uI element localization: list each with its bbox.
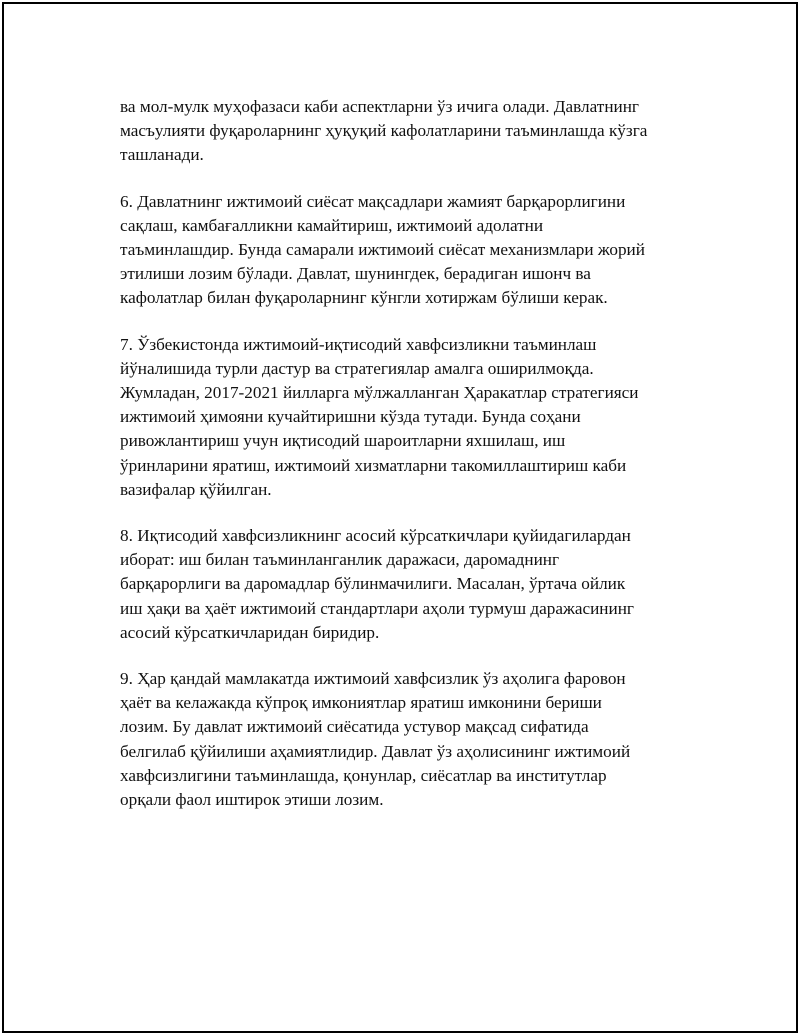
document-body <box>120 95 700 834</box>
paragraph-6: 6. Давлатнинг ижтимоий сиёсат мақсадлари жамият барқарорлигини сақлаш, камбағалликни камайтириш, ижтимоий адолатни таъминлашдир. Бунда самарали ижтимоий сиёсат механизмлари жорий этилиши лозим бўлади. Давлат, шунингдек, берадиган ишонч ва кафолатлар билан фуқароларнинг кўнгли хотиржам бўлиши керак. <box>120 191 645 308</box>
paragraph-7: 7. Ўзбекистонда ижтимоий-иқтисодий хавфсизликни таъминлаш йўналишида турли дастур ва стратегиялар амалга оширилмоқда. Жумладан, 2017-2021 йилларга мўлжалланган Ҳаракатлар стратегияси ижтимоий ҳимояни кучайтиришни кўзда тутади. Бунда соҳани ривожлантириш учун иқтисодий шароитларни яхшилаш, иш ўринларини яратиш, ижтимоий хизматларни такомиллаштириш каби вазифалар қўйилган. <box>120 334 639 499</box>
paragraph-9: 9. Ҳар қандай мамлакатда ижтимоий хавфсизлик ўз аҳолига фаровон ҳаёт ва келажакда кўпроқ имкониятлар яратиш имконини бериши лозим. Бу давлат ижтимоий сиёсатида устувор мақсад сифатида белгилаб қўйилиши аҳамиятлидир. Давлат ўз аҳолисининг ижтимоий хавфсизлигини таъминлашда, қонунлар, сиёсатлар ва институтлар орқали фаол иштирок этиши лозим. <box>120 669 631 810</box>
paragraph-8: 8. Иқтисодий хавфсизликнинг асосий кўрсаткичлари қуйидагилардан иборат: иш билан таъминланганлик даражаси, даромаднинг барқарорлиги ва даромадлар бўлинмачилиги. Масалан, ўртача ойлик иш ҳақи ва ҳаёт ижтимоий стандартлари аҳоли турмуш даражасининг асосий кўрсаткичларидан биридир. <box>120 526 634 642</box>
paragraph-continuation: ва мол-мулк муҳофазаси каби аспектларни ўз ичига олади. Давлатнинг масъулияти фуқароларнинг ҳуқуқий кафолатларини таъминлашда кўзга ташланади. <box>120 97 648 165</box>
document-page <box>2 2 798 1033</box>
